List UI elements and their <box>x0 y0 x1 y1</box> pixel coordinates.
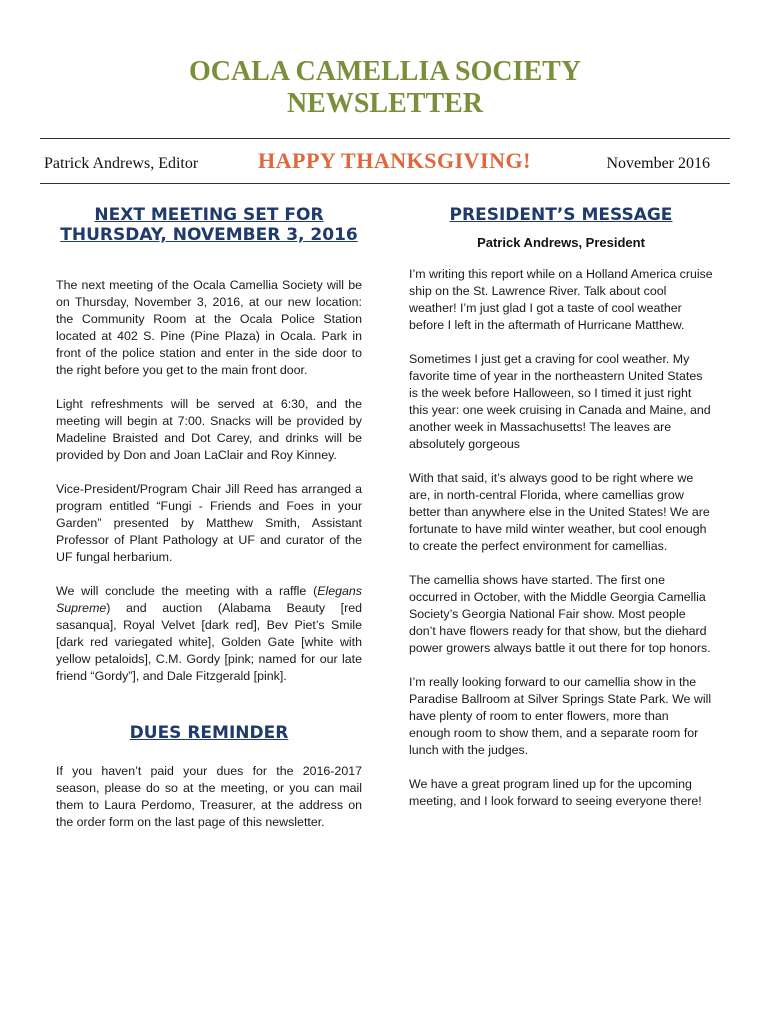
raffle-text-after: ) and auction (Alabama Beauty [red sasanqua], Royal Velvet [dark red], Bev Piet’s Smile [dark red variegated white], Golden Gate [white with yellow petaloids], C.M. Gordy [pink; named for our late friend “Gordy”], and Dale Fitzgerald [pink]. <box>56 601 362 683</box>
masthead-title-line2: NEWSLETTER <box>286 88 484 119</box>
header-bottom-rule <box>40 183 730 184</box>
president-paragraph-closing: We have a great program lined up for the upcoming meeting, and I look forward to seeing everyone there! <box>409 777 702 808</box>
editor-credit: Patrick Andrews, Editor <box>44 155 199 172</box>
president-paragraph-ballroom: I’m really looking forward to our camellia show in the Paradise Ballroom at Silver Springs State Park. We will have plenty of room to enter flowers, more than enough room to show them, and a separate room for lunch with the judges. <box>409 675 712 757</box>
meeting-heading-line2: THURSDAY, NOVEMBER 3, 2016 <box>60 225 358 245</box>
president-paragraph-florida: With that said, it’s always good to be right where we are, in north-central Florida, where camellias grow better than anywhere else in the United States! We are fortunate to have mild winter weather, but cool enough to create the perfect environment for camellias. <box>409 471 710 553</box>
right-column <box>409 205 713 810</box>
newsletter-masthead <box>0 56 770 120</box>
meeting-paragraph-refreshments: Light refreshments will be served at 6:30, and the meeting will begin at 7:00. Snacks will be provided by Madeline Braisted and Dot Carey, and drinks will be provided by Don and Joan LaClair and Roy Kinney. <box>56 397 362 462</box>
dues-heading: DUES REMINDER <box>129 723 289 743</box>
president-paragraph-cruise: I’m writing this report while on a Holland America cruise ship on the St. Lawrence River. Talk about cool weather! I’m just glad I got a taste of cool weather before I left in the aftermath of Hurricane Matthew. <box>409 267 713 332</box>
raffle-text-before: We will conclude the meeting with a raffle ( <box>56 584 318 598</box>
meeting-heading <box>56 205 362 245</box>
president-byline: Patrick Andrews, President <box>477 235 645 250</box>
meeting-paragraph-raffle <box>56 583 362 685</box>
meeting-paragraph-location: The next meeting of the Ocala Camellia Society will be on Thursday, November 3, 2016, at our new location: the Community Room at the Ocala Police Station located at 402 S. Pine (Pine Plaza) in Ocala. Park in front of the police station and enter in the side door to the right before you get to the main front door. <box>56 278 362 377</box>
president-heading: PRESIDENT’S MESSAGE <box>449 205 673 225</box>
president-paragraph-shows: The camellia shows have started. The first one occurred in October, with the Middle Georgia Camellia Society’s Georgia National Fair show. Most people don’t have flowers ready for that show, but the diehard power growers always battle it out there for top honors. <box>409 573 711 655</box>
meeting-heading-line1: NEXT MEETING SET FOR <box>94 205 324 225</box>
dues-paragraph: If you haven’t paid your dues for the 2016-2017 season, please do so at the meeting, or you can mail them to Laura Perdomo, Treasurer, at the address on the order form on the last page of this newsletter. <box>56 764 362 829</box>
raffle-camellia-name: Elegans Supreme <box>56 584 362 615</box>
meeting-paragraph-program: Vice-President/Program Chair Jill Reed has arranged a program entitled “Fungi - Friends and Foes in your Garden” presented by Matthew Smith, Assistant Professor of Plant Pathology at UF and curator of the UF fungal herbarium. <box>56 482 362 564</box>
holiday-greeting: HAPPY THANKSGIVING! <box>258 148 531 173</box>
president-paragraph-weather: Sometimes I just get a craving for cool weather. My favorite time of year in the northeastern United States is the week before Halloween, so I timed it just right this year: one week cruising in Canada and Maine, and another week in Massachusetts! The leaves are absolutely gorgeous <box>409 352 711 451</box>
header-top-rule <box>40 138 730 139</box>
left-column <box>56 205 362 831</box>
issue-date: November 2016 <box>606 155 710 172</box>
header-info-bar <box>40 148 730 178</box>
masthead-title-line1: OCALA CAMELLIA SOCIETY <box>188 56 582 87</box>
